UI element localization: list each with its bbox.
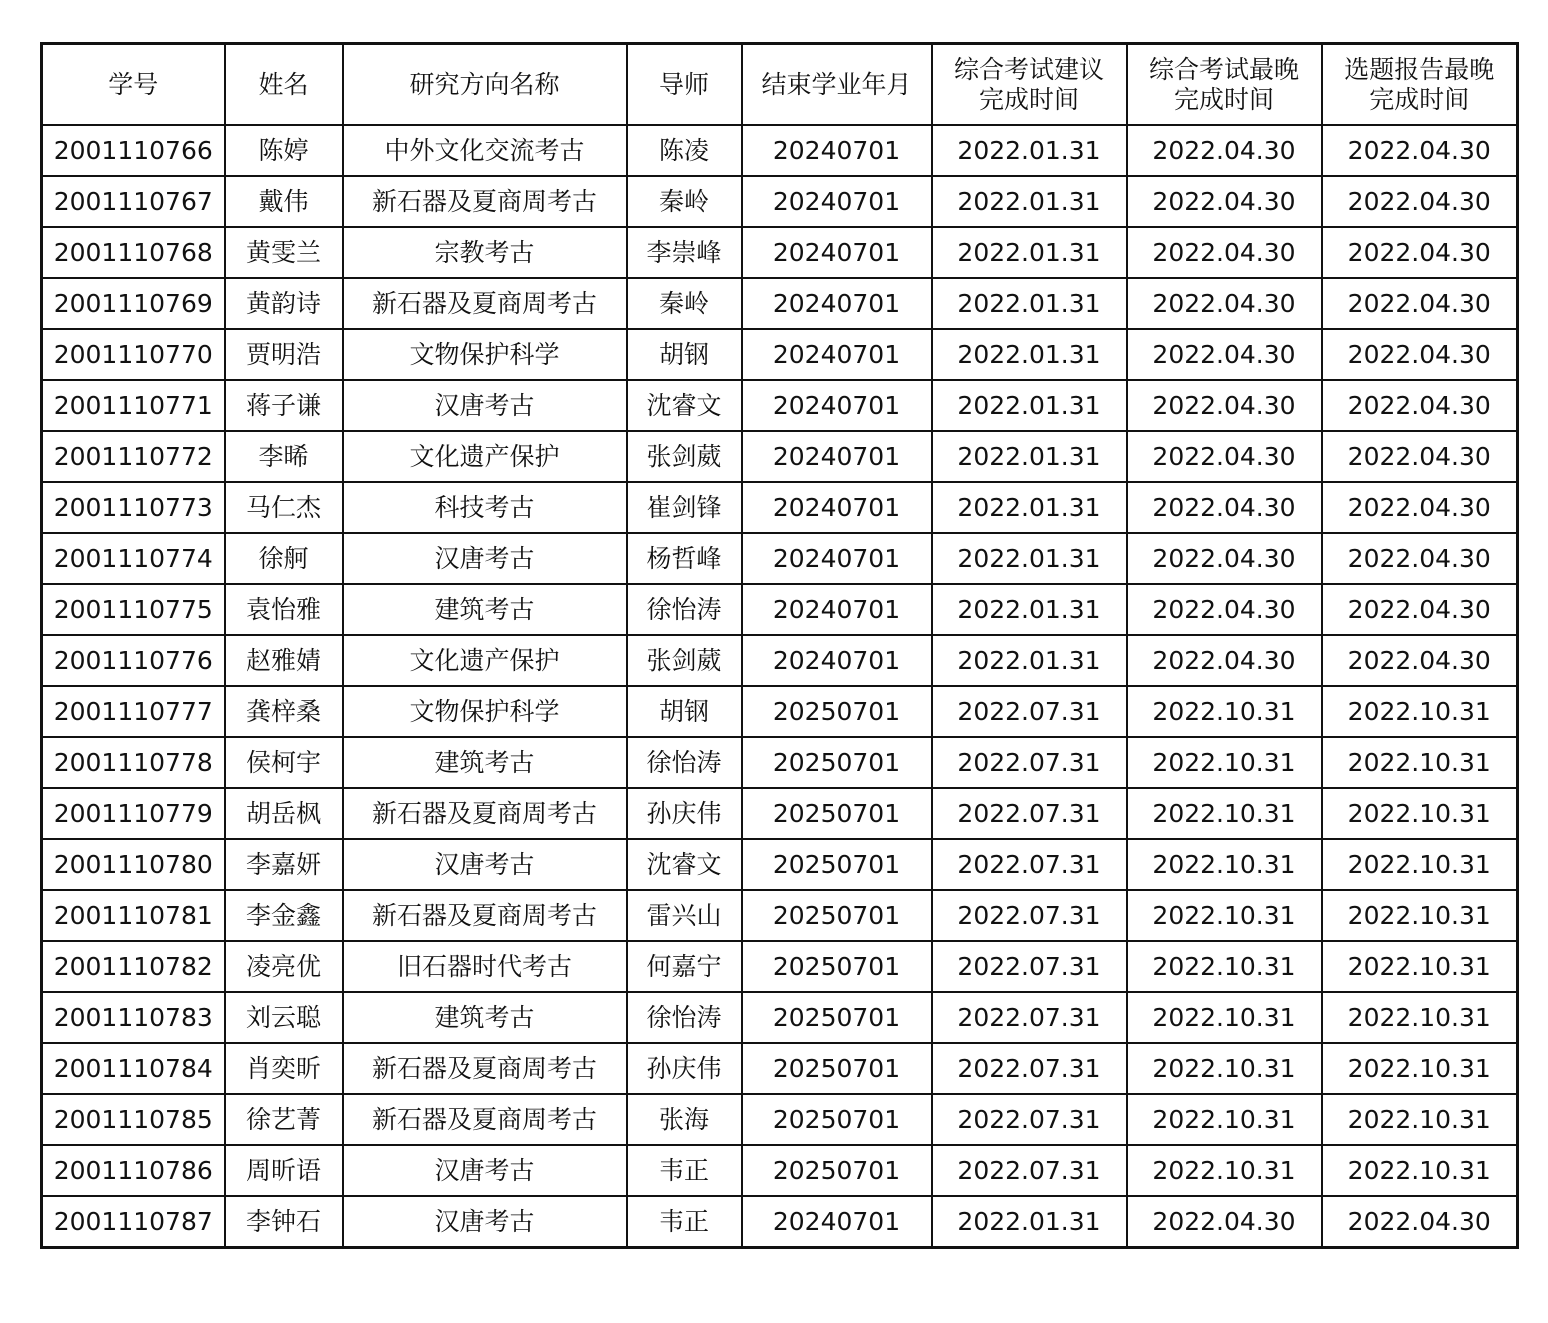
student-id-cell: 2001110775 bbox=[42, 584, 225, 635]
exam-latest-cell: 2022.04.30 bbox=[1127, 1196, 1322, 1248]
completion-date-cell: 20240701 bbox=[742, 329, 932, 380]
exam-latest-cell: 2022.04.30 bbox=[1127, 227, 1322, 278]
completion-date-cell: 20250701 bbox=[742, 890, 932, 941]
completion-date-cell: 20250701 bbox=[742, 737, 932, 788]
student-name-cell: 戴伟 bbox=[225, 176, 343, 227]
proposal-latest-cell: 2022.10.31 bbox=[1322, 1094, 1518, 1145]
advisor-cell: 张海 bbox=[627, 1094, 742, 1145]
exam-suggested-cell: 2022.07.31 bbox=[932, 941, 1127, 992]
table-row bbox=[42, 890, 1518, 941]
completion-date-cell: 20240701 bbox=[742, 278, 932, 329]
student-name-cell: 徐艺菁 bbox=[225, 1094, 343, 1145]
table-row bbox=[42, 686, 1518, 737]
student-id-cell: 2001110774 bbox=[42, 533, 225, 584]
advisor-cell: 沈睿文 bbox=[627, 380, 742, 431]
completion-date-cell: 20250701 bbox=[742, 686, 932, 737]
table-row bbox=[42, 788, 1518, 839]
exam-latest-cell: 2022.04.30 bbox=[1127, 278, 1322, 329]
advisor-cell: 胡钢 bbox=[627, 329, 742, 380]
exam-suggested-cell: 2022.01.31 bbox=[932, 533, 1127, 584]
table-row bbox=[42, 176, 1518, 227]
student-name-cell: 李钟石 bbox=[225, 1196, 343, 1248]
header-research-direction: 研究方向名称 bbox=[343, 44, 627, 126]
student-id-cell: 2001110785 bbox=[42, 1094, 225, 1145]
completion-date-cell: 20240701 bbox=[742, 482, 932, 533]
completion-date-cell: 20250701 bbox=[742, 839, 932, 890]
research-direction-cell: 汉唐考古 bbox=[343, 1145, 627, 1196]
student-id-cell: 2001110776 bbox=[42, 635, 225, 686]
research-direction-cell: 科技考古 bbox=[343, 482, 627, 533]
research-direction-cell: 文化遗产保护 bbox=[343, 635, 627, 686]
proposal-latest-cell: 2022.04.30 bbox=[1322, 1196, 1518, 1248]
research-direction-cell: 宗教考古 bbox=[343, 227, 627, 278]
table-row bbox=[42, 941, 1518, 992]
student-name-cell: 袁怡雅 bbox=[225, 584, 343, 635]
completion-date-cell: 20250701 bbox=[742, 1145, 932, 1196]
research-direction-cell: 汉唐考古 bbox=[343, 1196, 627, 1248]
exam-suggested-cell: 2022.01.31 bbox=[932, 329, 1127, 380]
student-id-cell: 2001110787 bbox=[42, 1196, 225, 1248]
table-row bbox=[42, 431, 1518, 482]
exam-latest-cell: 2022.04.30 bbox=[1127, 584, 1322, 635]
exam-suggested-cell: 2022.07.31 bbox=[932, 839, 1127, 890]
completion-date-cell: 20250701 bbox=[742, 1094, 932, 1145]
student-id-cell: 2001110772 bbox=[42, 431, 225, 482]
student-id-cell: 2001110780 bbox=[42, 839, 225, 890]
header-student-id: 学号 bbox=[42, 44, 225, 126]
completion-date-cell: 20240701 bbox=[742, 584, 932, 635]
advisor-cell: 沈睿文 bbox=[627, 839, 742, 890]
student-name-cell: 龚梓桑 bbox=[225, 686, 343, 737]
student-name-cell: 徐舸 bbox=[225, 533, 343, 584]
research-direction-cell: 汉唐考古 bbox=[343, 380, 627, 431]
exam-latest-cell: 2022.10.31 bbox=[1127, 737, 1322, 788]
proposal-latest-cell: 2022.10.31 bbox=[1322, 839, 1518, 890]
student-name-cell: 赵雅婧 bbox=[225, 635, 343, 686]
student-id-cell: 2001110777 bbox=[42, 686, 225, 737]
table-row bbox=[42, 380, 1518, 431]
proposal-latest-cell: 2022.04.30 bbox=[1322, 380, 1518, 431]
student-name-cell: 黄韵诗 bbox=[225, 278, 343, 329]
header-exam-latest-time: 综合考试最晚 完成时间 bbox=[1127, 44, 1322, 126]
research-direction-cell: 文化遗产保护 bbox=[343, 431, 627, 482]
student-name-cell: 陈婷 bbox=[225, 125, 343, 176]
completion-date-cell: 20240701 bbox=[742, 1196, 932, 1248]
advisor-cell: 雷兴山 bbox=[627, 890, 742, 941]
advisor-cell: 胡钢 bbox=[627, 686, 742, 737]
advisor-cell: 徐怡涛 bbox=[627, 737, 742, 788]
completion-date-cell: 20250701 bbox=[742, 1043, 932, 1094]
completion-date-cell: 20250701 bbox=[742, 941, 932, 992]
table-row bbox=[42, 329, 1518, 380]
student-name-cell: 胡岳枫 bbox=[225, 788, 343, 839]
student-schedule-table bbox=[40, 42, 1519, 1249]
header-exam-suggested-time: 综合考试建议 完成时间 bbox=[932, 44, 1127, 126]
exam-suggested-cell: 2022.01.31 bbox=[932, 278, 1127, 329]
proposal-latest-cell: 2022.04.30 bbox=[1322, 533, 1518, 584]
exam-latest-cell: 2022.10.31 bbox=[1127, 1043, 1322, 1094]
exam-suggested-cell: 2022.07.31 bbox=[932, 992, 1127, 1043]
student-name-cell: 刘云聪 bbox=[225, 992, 343, 1043]
exam-latest-cell: 2022.04.30 bbox=[1127, 125, 1322, 176]
research-direction-cell: 新石器及夏商周考古 bbox=[343, 1043, 627, 1094]
table-row bbox=[42, 737, 1518, 788]
proposal-latest-cell: 2022.10.31 bbox=[1322, 1145, 1518, 1196]
student-name-cell: 蒋子谦 bbox=[225, 380, 343, 431]
student-id-cell: 2001110773 bbox=[42, 482, 225, 533]
proposal-latest-cell: 2022.04.30 bbox=[1322, 278, 1518, 329]
table-row bbox=[42, 992, 1518, 1043]
research-direction-cell: 新石器及夏商周考古 bbox=[343, 1094, 627, 1145]
student-id-cell: 2001110778 bbox=[42, 737, 225, 788]
student-name-cell: 李嘉妍 bbox=[225, 839, 343, 890]
student-name-cell: 贾明浩 bbox=[225, 329, 343, 380]
header-name: 姓名 bbox=[225, 44, 343, 126]
exam-suggested-cell: 2022.07.31 bbox=[932, 737, 1127, 788]
completion-date-cell: 20240701 bbox=[742, 380, 932, 431]
completion-date-cell: 20250701 bbox=[742, 992, 932, 1043]
table-row bbox=[42, 635, 1518, 686]
exam-suggested-cell: 2022.01.31 bbox=[932, 227, 1127, 278]
advisor-cell: 孙庆伟 bbox=[627, 788, 742, 839]
proposal-latest-cell: 2022.10.31 bbox=[1322, 992, 1518, 1043]
table-row bbox=[42, 482, 1518, 533]
advisor-cell: 张剑葳 bbox=[627, 635, 742, 686]
proposal-latest-cell: 2022.10.31 bbox=[1322, 941, 1518, 992]
student-id-cell: 2001110769 bbox=[42, 278, 225, 329]
exam-latest-cell: 2022.04.30 bbox=[1127, 482, 1322, 533]
research-direction-cell: 文物保护科学 bbox=[343, 329, 627, 380]
exam-latest-cell: 2022.10.31 bbox=[1127, 839, 1322, 890]
student-id-cell: 2001110782 bbox=[42, 941, 225, 992]
student-name-cell: 李金鑫 bbox=[225, 890, 343, 941]
exam-suggested-cell: 2022.01.31 bbox=[932, 584, 1127, 635]
student-id-cell: 2001110768 bbox=[42, 227, 225, 278]
exam-suggested-cell: 2022.07.31 bbox=[932, 890, 1127, 941]
advisor-cell: 韦正 bbox=[627, 1196, 742, 1248]
header-completion-date: 结束学业年月 bbox=[742, 44, 932, 126]
research-direction-cell: 新石器及夏商周考古 bbox=[343, 278, 627, 329]
table-row bbox=[42, 1094, 1518, 1145]
research-direction-cell: 建筑考古 bbox=[343, 584, 627, 635]
student-name-cell: 李晞 bbox=[225, 431, 343, 482]
advisor-cell: 徐怡涛 bbox=[627, 992, 742, 1043]
student-id-cell: 2001110766 bbox=[42, 125, 225, 176]
table-row bbox=[42, 533, 1518, 584]
exam-suggested-cell: 2022.01.31 bbox=[932, 176, 1127, 227]
student-name-cell: 凌亮优 bbox=[225, 941, 343, 992]
header-proposal-latest-time: 选题报告最晚 完成时间 bbox=[1322, 44, 1518, 126]
student-name-cell: 周昕语 bbox=[225, 1145, 343, 1196]
advisor-cell: 崔剑锋 bbox=[627, 482, 742, 533]
advisor-cell: 孙庆伟 bbox=[627, 1043, 742, 1094]
proposal-latest-cell: 2022.04.30 bbox=[1322, 431, 1518, 482]
student-id-cell: 2001110783 bbox=[42, 992, 225, 1043]
research-direction-cell: 建筑考古 bbox=[343, 737, 627, 788]
table-row bbox=[42, 1196, 1518, 1248]
table-body bbox=[42, 125, 1518, 1248]
proposal-latest-cell: 2022.04.30 bbox=[1322, 329, 1518, 380]
research-direction-cell: 汉唐考古 bbox=[343, 839, 627, 890]
research-direction-cell: 建筑考古 bbox=[343, 992, 627, 1043]
advisor-cell: 秦岭 bbox=[627, 278, 742, 329]
student-name-cell: 侯柯宇 bbox=[225, 737, 343, 788]
advisor-cell: 徐怡涛 bbox=[627, 584, 742, 635]
student-id-cell: 2001110781 bbox=[42, 890, 225, 941]
advisor-cell: 韦正 bbox=[627, 1145, 742, 1196]
table-row bbox=[42, 125, 1518, 176]
student-name-cell: 马仁杰 bbox=[225, 482, 343, 533]
advisor-cell: 张剑葳 bbox=[627, 431, 742, 482]
exam-suggested-cell: 2022.01.31 bbox=[932, 380, 1127, 431]
advisor-cell: 杨哲峰 bbox=[627, 533, 742, 584]
research-direction-cell: 新石器及夏商周考古 bbox=[343, 176, 627, 227]
proposal-latest-cell: 2022.04.30 bbox=[1322, 482, 1518, 533]
research-direction-cell: 新石器及夏商周考古 bbox=[343, 788, 627, 839]
table-row bbox=[42, 584, 1518, 635]
exam-suggested-cell: 2022.07.31 bbox=[932, 1043, 1127, 1094]
research-direction-cell: 汉唐考古 bbox=[343, 533, 627, 584]
completion-date-cell: 20240701 bbox=[742, 533, 932, 584]
exam-suggested-cell: 2022.01.31 bbox=[932, 125, 1127, 176]
table-row bbox=[42, 839, 1518, 890]
exam-suggested-cell: 2022.01.31 bbox=[932, 1196, 1127, 1248]
proposal-latest-cell: 2022.04.30 bbox=[1322, 176, 1518, 227]
exam-suggested-cell: 2022.07.31 bbox=[932, 1145, 1127, 1196]
exam-latest-cell: 2022.04.30 bbox=[1127, 176, 1322, 227]
table-row bbox=[42, 1043, 1518, 1094]
advisor-cell: 何嘉宁 bbox=[627, 941, 742, 992]
exam-latest-cell: 2022.04.30 bbox=[1127, 533, 1322, 584]
research-direction-cell: 旧石器时代考古 bbox=[343, 941, 627, 992]
exam-latest-cell: 2022.04.30 bbox=[1127, 329, 1322, 380]
proposal-latest-cell: 2022.10.31 bbox=[1322, 890, 1518, 941]
completion-date-cell: 20240701 bbox=[742, 227, 932, 278]
proposal-latest-cell: 2022.10.31 bbox=[1322, 686, 1518, 737]
student-id-cell: 2001110786 bbox=[42, 1145, 225, 1196]
advisor-cell: 秦岭 bbox=[627, 176, 742, 227]
proposal-latest-cell: 2022.10.31 bbox=[1322, 788, 1518, 839]
proposal-latest-cell: 2022.04.30 bbox=[1322, 584, 1518, 635]
completion-date-cell: 20240701 bbox=[742, 176, 932, 227]
header-advisor: 导师 bbox=[627, 44, 742, 126]
advisor-cell: 陈凌 bbox=[627, 125, 742, 176]
table-row bbox=[42, 227, 1518, 278]
proposal-latest-cell: 2022.10.31 bbox=[1322, 737, 1518, 788]
exam-suggested-cell: 2022.01.31 bbox=[932, 635, 1127, 686]
exam-suggested-cell: 2022.01.31 bbox=[932, 431, 1127, 482]
header-row bbox=[42, 44, 1518, 126]
completion-date-cell: 20240701 bbox=[742, 125, 932, 176]
table-header bbox=[42, 44, 1518, 126]
table-row bbox=[42, 1145, 1518, 1196]
student-id-cell: 2001110779 bbox=[42, 788, 225, 839]
student-id-cell: 2001110771 bbox=[42, 380, 225, 431]
exam-suggested-cell: 2022.07.31 bbox=[932, 788, 1127, 839]
exam-latest-cell: 2022.10.31 bbox=[1127, 1094, 1322, 1145]
student-name-cell: 肖奕昕 bbox=[225, 1043, 343, 1094]
proposal-latest-cell: 2022.04.30 bbox=[1322, 227, 1518, 278]
student-id-cell: 2001110770 bbox=[42, 329, 225, 380]
proposal-latest-cell: 2022.10.31 bbox=[1322, 1043, 1518, 1094]
exam-latest-cell: 2022.10.31 bbox=[1127, 686, 1322, 737]
research-direction-cell: 中外文化交流考古 bbox=[343, 125, 627, 176]
exam-latest-cell: 2022.10.31 bbox=[1127, 890, 1322, 941]
student-id-cell: 2001110784 bbox=[42, 1043, 225, 1094]
exam-latest-cell: 2022.04.30 bbox=[1127, 380, 1322, 431]
proposal-latest-cell: 2022.04.30 bbox=[1322, 125, 1518, 176]
research-direction-cell: 文物保护科学 bbox=[343, 686, 627, 737]
advisor-cell: 李崇峰 bbox=[627, 227, 742, 278]
exam-latest-cell: 2022.10.31 bbox=[1127, 788, 1322, 839]
exam-suggested-cell: 2022.01.31 bbox=[932, 482, 1127, 533]
completion-date-cell: 20240701 bbox=[742, 431, 932, 482]
student-name-cell: 黄雯兰 bbox=[225, 227, 343, 278]
student-id-cell: 2001110767 bbox=[42, 176, 225, 227]
exam-latest-cell: 2022.10.31 bbox=[1127, 941, 1322, 992]
exam-latest-cell: 2022.10.31 bbox=[1127, 1145, 1322, 1196]
completion-date-cell: 20250701 bbox=[742, 788, 932, 839]
exam-suggested-cell: 2022.07.31 bbox=[932, 1094, 1127, 1145]
proposal-latest-cell: 2022.04.30 bbox=[1322, 635, 1518, 686]
table-row bbox=[42, 278, 1518, 329]
exam-latest-cell: 2022.04.30 bbox=[1127, 635, 1322, 686]
exam-latest-cell: 2022.04.30 bbox=[1127, 431, 1322, 482]
research-direction-cell: 新石器及夏商周考古 bbox=[343, 890, 627, 941]
exam-latest-cell: 2022.10.31 bbox=[1127, 992, 1322, 1043]
exam-suggested-cell: 2022.07.31 bbox=[932, 686, 1127, 737]
completion-date-cell: 20240701 bbox=[742, 635, 932, 686]
